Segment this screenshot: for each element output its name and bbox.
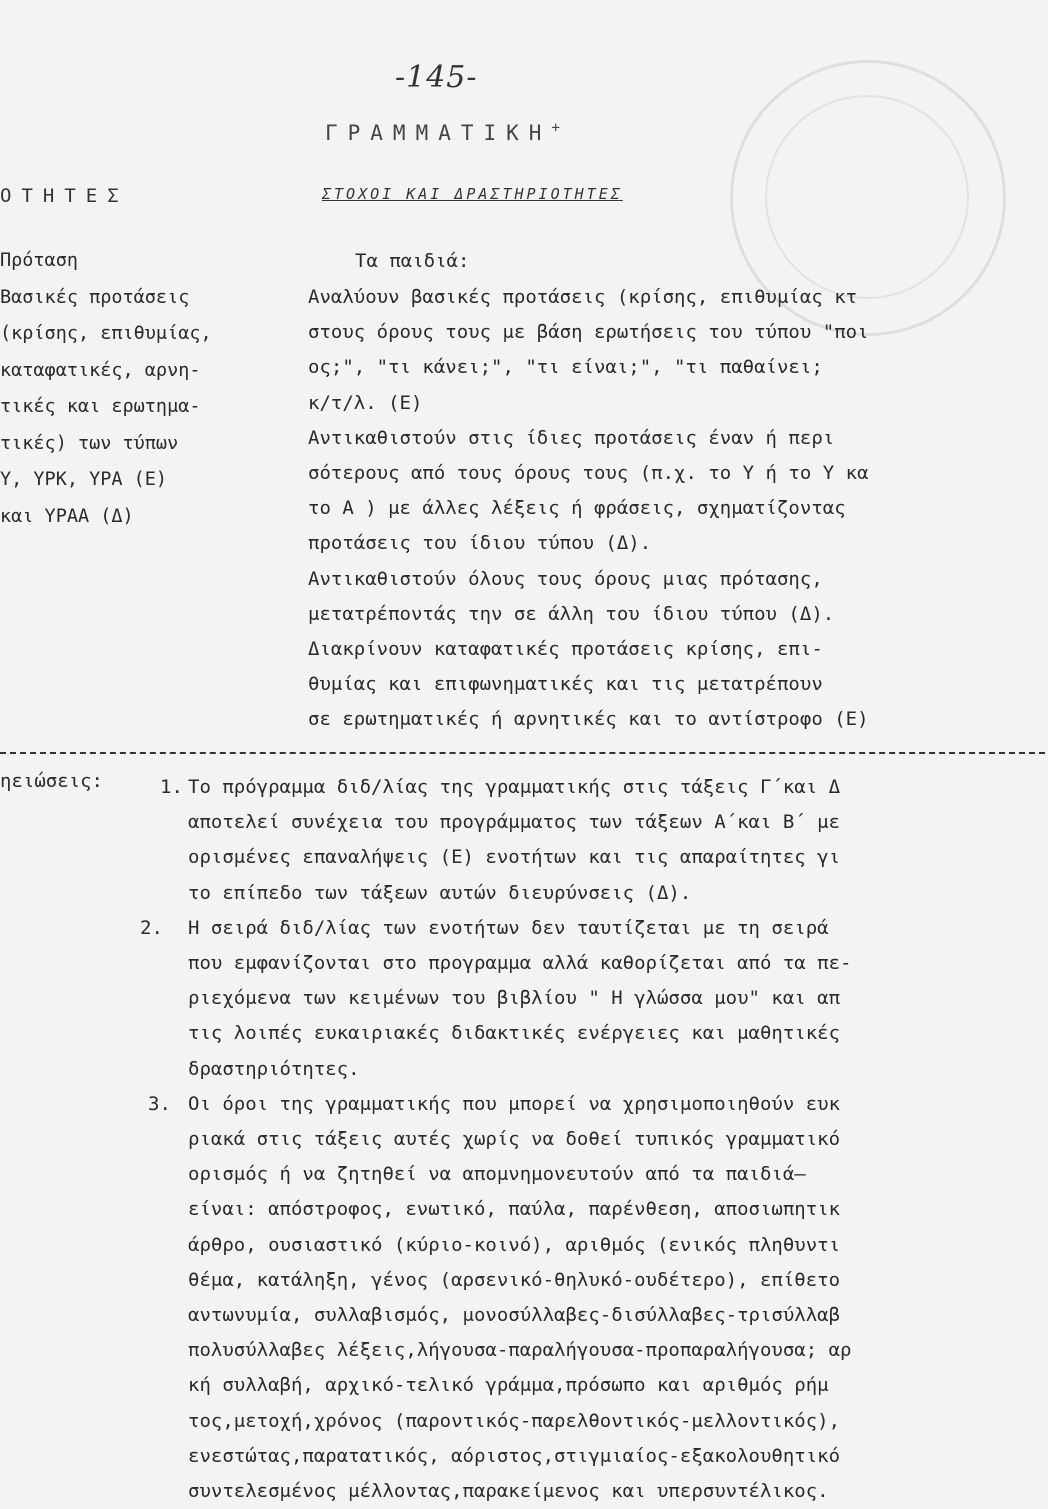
note-line: ορισμός ή να ζητηθεί να απομνημονευτούν από τα παιδιά— <box>188 1163 806 1186</box>
note-line: το επίπεδο των τάξεων αυτών διευρύνσεις (Δ). <box>188 881 692 904</box>
section-divider <box>0 752 1045 754</box>
stamp-seal-inner <box>765 95 969 299</box>
page-number: -145- <box>395 60 478 95</box>
note-line: αποτελεί συνέχεια του προγράμματος των τάξεων Α΄και Β΄ με <box>188 811 841 834</box>
left-column-line: Υ, ΥΡΚ, ΥΡΑ (Ε) <box>0 469 168 490</box>
note-line: συντελεσμένος μέλλοντας,παρακείμενος και υπερσυντέλικος. <box>188 1480 829 1503</box>
notes-label: ηειώσεις: <box>0 770 103 792</box>
note-line: άρθρο, ουσιαστικό (κύριο-κοινό), αριθμός (ενικός πληθυντι <box>188 1233 841 1256</box>
note-line: ριεχόμενα των κειμένων του βιβλίου " Η γλώσσα μου" και απ <box>188 987 841 1010</box>
note-line: είναι: απόστροφος, ενωτικό, παύλα, παρένθεση, αποσιωπητικ <box>188 1198 841 1221</box>
note-item-1 <box>160 770 1045 911</box>
note-line: τις λοιπές ευκαιριακές διδακτικές ενέργειες και μαθητικές <box>188 1022 841 1045</box>
left-column-line: Πρόταση <box>0 250 78 271</box>
note-number: 2. <box>140 916 163 939</box>
left-column-line: και ΥΡΑΑ (Δ) <box>0 505 134 527</box>
objective-line: ος;", "τι κάνει;", "τι είναι;", "τι παθαίνει; <box>308 356 823 379</box>
page-title-text: ΓΡΑΜΜΑΤΙΚΗ <box>325 121 552 145</box>
objective-line: θυμίας και επιφωνηματικές και τις μετατρέπουν <box>308 673 823 696</box>
objective-line: Διακρίνουν καταφατικές προτάσεις κρίσης, επι- <box>308 638 823 661</box>
page-title <box>325 120 560 145</box>
left-column-line: τικές) των τύπων <box>0 432 179 454</box>
notes-list <box>140 770 1045 1509</box>
left-column-topics <box>0 243 212 535</box>
note-line: Οι όροι της γραμματικής που μπορεί να χρησιμοποιηθούν ευκ <box>188 1092 841 1115</box>
objective-line: κ/τ/λ. (Ε) <box>308 391 423 414</box>
left-column-line: (κρίσης, επιθυμίας, <box>0 323 212 344</box>
objective-line: στους όρους τους με βάση ερωτήσεις του τύπου "ποι <box>308 321 869 344</box>
note-line: ριακά στις τάξεις αυτές χωρίς να δοθεί τυπικός γραμματικό <box>188 1128 841 1151</box>
note-line: Η σειρά διδ/λίας των ενοτήτων δεν ταυτίζεται με τη σειρά <box>188 916 829 939</box>
left-column-heading: ΟΤΗΤΕΣ <box>0 185 129 207</box>
objective-line: Αντικαθιστούν όλους τους όρους μιας πρότασης, <box>308 567 823 590</box>
main-intro: Τα παιδιά: <box>355 250 470 272</box>
note-line: πολυσύλλαβες λέξεις,λήγουσα-παραλήγουσα-προπαραλήγουσα; αρ <box>188 1339 852 1362</box>
objective-line: προτάσεις του ίδιου τύπου (Δ). <box>308 532 652 555</box>
objective-line: σε ερωτηματικές ή αρνητικές και το αντίστροφο (Ε) <box>308 708 869 731</box>
note-item-3 <box>148 1087 1045 1509</box>
title-mark: + <box>551 120 560 136</box>
section-subtitle: ΣΤΟΧΟΙ ΚΑΙ ΔΡΑΣΤΗΡΙΟΤΗΤΕΣ <box>322 185 623 203</box>
objective-line: Αναλύουν βασικές προτάσεις (κρίσης, επιθυμίας κτ <box>308 286 858 308</box>
left-column-line: καταφατικές, αρνη- <box>0 359 201 381</box>
objective-line: μετατρέποντάς την σε άλλη του ίδιου τύπου (Δ). <box>308 602 835 625</box>
objective-line: το Α ) με άλλες λέξεις ή φράσεις, σχηματίζοντας <box>308 497 846 520</box>
note-number: 1. <box>160 776 183 798</box>
note-line: θέμα, κατάληξη, γένος (αρσενικό-θηλυκό-ουδέτερο), επίθετο <box>188 1268 841 1291</box>
note-item-2 <box>140 911 1045 1087</box>
left-column-line: τικές και ερωτημα- <box>0 396 201 417</box>
note-number: 3. <box>148 1092 171 1115</box>
note-line: που εμφανίζονται στο προγραμμα αλλά καθορίζεται από τα πε- <box>188 952 852 975</box>
note-line: αντωνυμία, συλλαβισμός, μονοσύλλαβες-δισύλλαβες-τρισύλλαβ <box>188 1304 841 1327</box>
left-column-line: Βασικές προτάσεις <box>0 286 190 308</box>
note-line: κή συλλαβή, αρχικό-τελικό γράμμα,πρόσωπο και αριθμός ρήμ <box>188 1374 829 1397</box>
note-line: Το πρόγραμμα διδ/λίας της γραμματικής στις τάξεις Γ΄και Δ <box>188 776 841 798</box>
note-line: ενεστώτας,παρατατικός, αόριστος,στιγμιαίος-εξακολουθητικό <box>188 1444 841 1467</box>
objective-line: σότερους από τους όρους τους (π.χ. το Υ ή το Υ κα <box>308 462 869 485</box>
note-line: τος,μετοχή,χρόνος (παροντικός-παρελθοντικός-μελλοντικός), <box>188 1409 841 1432</box>
note-line: δραστηριότητες. <box>188 1057 360 1080</box>
main-objectives <box>308 280 1048 738</box>
objective-line: Αντικαθιστούν στις ίδιες προτάσεις έναν ή περι <box>308 426 835 449</box>
note-line: ορισμένες επαναλήψεις (Ε) ενοτήτων και τις απαραίτητες γι <box>188 846 841 869</box>
